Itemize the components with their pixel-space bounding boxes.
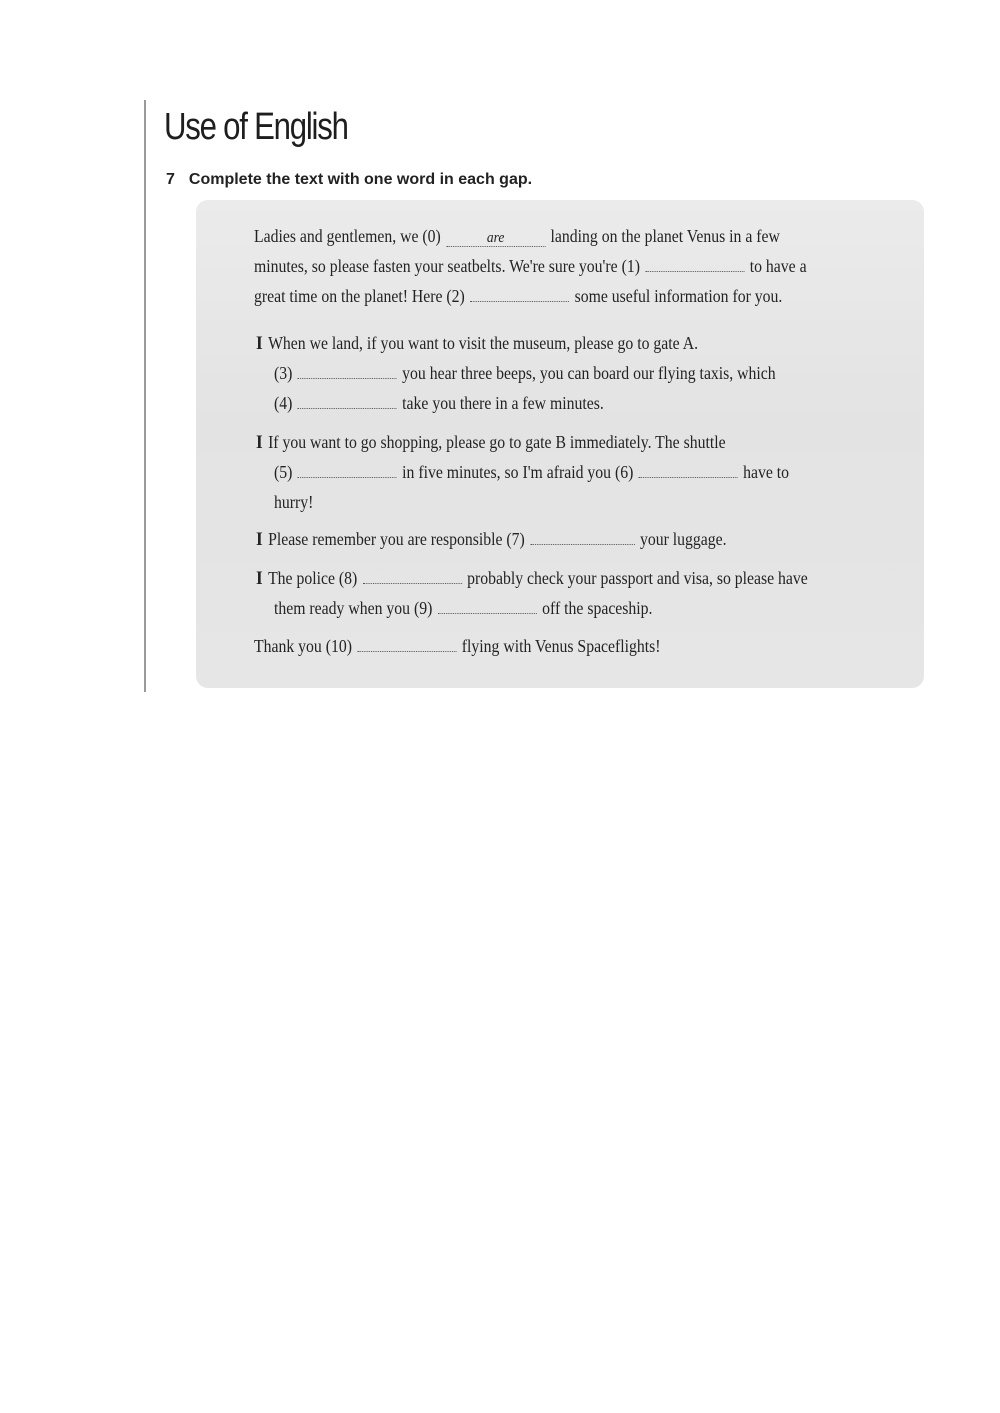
- gap-5[interactable]: [298, 463, 397, 478]
- exercise-instruction: [166, 171, 532, 189]
- bullet-icon: I: [256, 568, 263, 589]
- gap-7[interactable]: [530, 530, 634, 545]
- text-line: (3) you hear three beeps, you can board our flying taxis, which: [274, 363, 776, 383]
- list-item: I When we land, if you want to visit the museum, please go to gate A.: [256, 333, 699, 354]
- list-item: I The police (8) probably check your passport and visa, so please have: [256, 568, 808, 589]
- text-line: minutes, so please fasten your seatbelts. We're sure you're (1) to have a: [254, 256, 807, 276]
- bullet-icon: I: [256, 333, 263, 354]
- instruction-text: Complete the text with one word in each gap.: [188, 171, 533, 188]
- text-line: (4) take you there in a few minutes.: [274, 393, 604, 413]
- gap-9[interactable]: [438, 599, 537, 614]
- gap-8[interactable]: [363, 569, 462, 584]
- bullet-icon: I: [256, 432, 263, 453]
- gap-4[interactable]: [298, 394, 397, 409]
- text-line: (5) in five minutes, so I'm afraid you (6) have to: [274, 462, 790, 482]
- list-item: I If you want to go shopping, please go to gate B immediately. The shuttle: [256, 432, 726, 453]
- gap-3[interactable]: [298, 364, 397, 379]
- text-line: Ladies and gentlemen, we (0) are landing on the planet Venus in a few: [254, 226, 780, 246]
- list-item: I Please remember you are responsible (7) your luggage.: [256, 529, 727, 550]
- gap-0: are: [446, 232, 545, 247]
- gap-1[interactable]: [645, 257, 744, 272]
- section-title: Use of English: [164, 106, 348, 148]
- text-line: them ready when you (9) off the spaceship.: [274, 598, 653, 618]
- bullet-icon: I: [256, 529, 263, 550]
- gap-6[interactable]: [639, 463, 738, 478]
- gap-2[interactable]: [470, 287, 569, 302]
- text-line: great time on the planet! Here (2) some useful information for you.: [254, 286, 783, 306]
- text-line: hurry!: [274, 492, 314, 512]
- exercise-text-box: [196, 200, 924, 688]
- text-line: Thank you (10) flying with Venus Spaceflights!: [254, 636, 661, 656]
- margin-rule: [144, 100, 146, 692]
- exercise-number: 7: [166, 171, 175, 188]
- gap-10[interactable]: [357, 637, 456, 652]
